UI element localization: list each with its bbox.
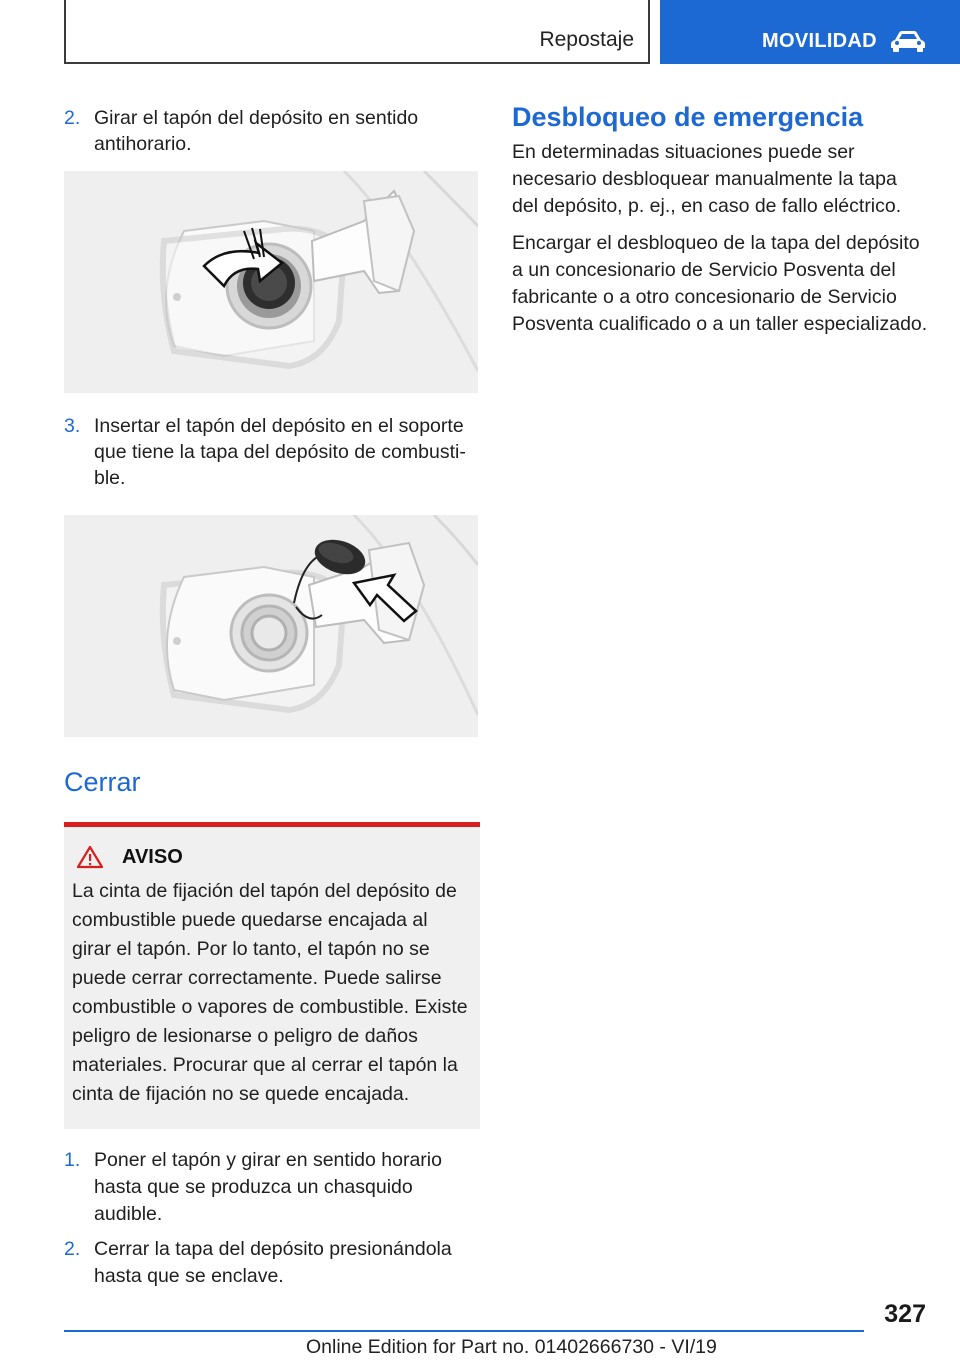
header-section-box	[64, 0, 650, 64]
warning-title: AVISO	[122, 845, 183, 868]
close-heading: Cerrar	[64, 767, 141, 797]
step-item	[64, 413, 478, 491]
right-column	[512, 102, 928, 338]
step-item	[64, 1147, 478, 1228]
warning-box	[64, 822, 480, 1129]
step-number: 3.	[64, 415, 81, 437]
left-column	[64, 105, 478, 1290]
step-number: 2.	[64, 1238, 81, 1260]
footer-edition: Online Edition for Part no. 01402666730 - VI/19	[306, 1336, 717, 1358]
warning-text: La cinta de fijación del tapón del depósito de combustible puede quedarse encajada al girar el tapón. Por lo tanto, el tapón no se puede cerrar correctamente. Puede salirse combustible o vapores de combustible. Existe peligro de lesionarse o peligro de daños materiales. Procurar que al cerrar el tapón la cinta de fijación no se quede encajada.	[72, 880, 468, 1105]
paragraph: En determinadas situaciones puede ser necesario desbloquear manualmente la tapa del depósito, p. ej., en caso de fallo eléctrico.	[512, 141, 902, 217]
step-text: Girar el tapón del depósito en sentido antihorario.	[94, 107, 419, 155]
paragraph: Encargar el desbloqueo de la tapa del depósito a un concesionario de Servicio Posventa del fabricante o a otro concesionario de Servicio Posventa cualificado o a un taller especializado.	[512, 232, 928, 335]
page-number: 327	[884, 1300, 926, 1328]
chapter-tab-label: MOVILIDAD	[762, 30, 877, 52]
step-number: 1.	[64, 1149, 81, 1171]
emergency-unlock-heading: Desbloqueo de emergencia	[512, 102, 864, 132]
fuel-cap-holder-illustration	[64, 515, 478, 737]
warning-header	[76, 845, 470, 869]
warning-triangle-icon	[76, 845, 104, 869]
step-item	[64, 105, 478, 157]
step-text: Poner el tapón y girar en sentido horario hasta que se produzca un chasquido audible.	[94, 1149, 442, 1225]
step-text: Insertar el tapón del depósito en el soporte que tiene la tapa del depósito de combustible.	[94, 415, 466, 489]
step-text: Cerrar la tapa del depósito presionándola hasta que se enclave.	[94, 1238, 452, 1287]
chapter-tab[interactable]	[660, 0, 960, 64]
section-title: Repostaje	[539, 28, 634, 51]
step-item	[64, 1236, 478, 1290]
step-number: 2.	[64, 107, 81, 129]
car-icon	[890, 30, 926, 52]
footer-divider	[64, 1330, 864, 1332]
fuel-cap-turn-illustration	[64, 171, 478, 393]
